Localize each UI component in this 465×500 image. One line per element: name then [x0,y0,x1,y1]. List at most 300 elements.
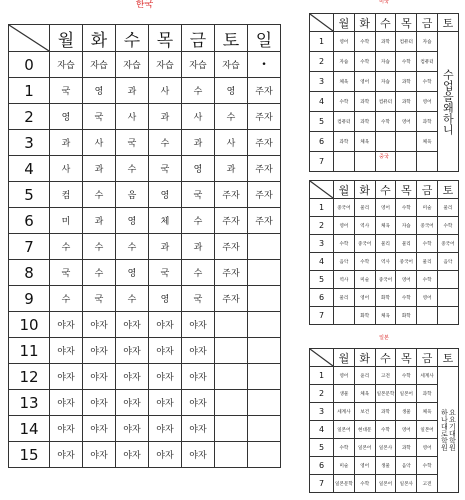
period-number: 5 [310,112,334,132]
subject-cell: 주자 [248,130,281,156]
usa-timetable [309,0,459,170]
day-header: 목 [396,14,417,32]
subject-cell: 과 [50,130,83,156]
period-number: 4 [310,253,334,271]
subject-cell: 물리 [354,199,375,217]
subject-cell: 과 [116,78,149,104]
subject-cell: 자습 [417,32,438,52]
subject-cell: 야자 [83,442,116,468]
subject-cell: 영 [116,208,149,234]
subject-cell: 물리 [396,235,417,253]
period-number: 9 [9,286,50,312]
subject-cell: 과 [182,130,215,156]
table-row [9,260,281,286]
subject-cell: 수학 [375,112,396,132]
subject-cell: 수학 [396,199,417,217]
table-row [310,112,459,132]
subject-cell: 과학 [417,385,438,403]
table-row [310,253,459,271]
subject-cell: 수학 [417,235,438,253]
subject-cell: 중국어 [396,253,417,271]
subject-cell: 과학 [375,32,396,52]
subject-cell: 일본어 [354,439,375,457]
subject-cell: 영어 [417,92,438,112]
subject-cell: 중국어 [375,271,396,289]
subject-cell: 과 [149,234,182,260]
subject-cell: 야자 [182,312,215,338]
table-row [310,271,459,289]
subject-cell: 수학 [396,52,417,72]
subject-cell [437,271,458,289]
subject-cell: 야자 [50,364,83,390]
period-number: 10 [9,312,50,338]
subject-cell: 주자 [215,260,248,286]
table-row [9,442,281,468]
table-row [9,78,281,104]
subject-cell: 수 [182,78,215,104]
subject-cell: 사 [116,104,149,130]
subject-cell: 수학 [417,271,438,289]
subject-cell: 수학 [354,32,375,52]
subject-cell: 야자 [83,338,116,364]
day-header: 토 [437,14,458,32]
subject-cell: 과학 [354,112,375,132]
subject-cell: 과학 [334,132,355,152]
table-row [310,307,459,325]
subject-cell: 영어 [375,199,396,217]
subject-cell: 컴퓨터 [334,112,355,132]
subject-cell: 야자 [182,390,215,416]
subject-cell [215,416,248,442]
subject-cell: 수 [116,156,149,182]
period-number: 3 [9,130,50,156]
subject-cell: 국 [50,78,83,104]
subject-cell: 체육 [354,132,375,152]
subject-cell: 자습 [396,217,417,235]
table-row [9,338,281,364]
day-header: 수 [116,25,149,52]
subject-cell: 수학 [334,235,355,253]
subject-cell: 영어 [354,72,375,92]
subject-cell: 체육 [354,385,375,403]
subject-cell: 일본어 [375,475,396,493]
subject-cell: 윤리 [354,367,375,385]
subject-cell: 영어 [334,217,355,235]
day-header: 월 [50,25,83,52]
subject-cell: 일본문학 [375,385,396,403]
saturday-note-text: 하나대로학원 [440,408,449,451]
subject-cell: 자습 [83,52,116,78]
korea-title: 한국 [135,0,154,10]
japan-table [309,348,459,493]
period-number: 1 [310,199,334,217]
subject-cell: 과학 [375,403,396,421]
subject-cell: 야자 [116,442,149,468]
period-number: 5 [310,439,334,457]
subject-cell: 과학 [396,439,417,457]
subject-cell: 야자 [116,312,149,338]
subject-cell: 음 [116,182,149,208]
subject-cell: 영 [149,286,182,312]
subject-cell: 야자 [50,416,83,442]
subject-cell: 중국어 [437,235,458,253]
subject-cell: 사 [182,104,215,130]
day-header: 금 [417,349,438,367]
subject-cell: 영 [215,78,248,104]
subject-cell: 수학 [354,52,375,72]
subject-cell: 야자 [116,390,149,416]
table-row [9,52,281,78]
subject-cell: 일본어 [396,385,417,403]
period-number: 6 [310,457,334,475]
table-row [310,457,459,475]
subject-cell: 수 [182,208,215,234]
subject-cell: 역사 [354,217,375,235]
subject-cell: 국 [83,104,116,130]
header-row [310,14,459,32]
table-row [310,385,459,403]
table-row [310,72,459,92]
subject-cell: 수 [215,104,248,130]
table-row [310,289,459,307]
table-row [9,130,281,156]
table-row [9,182,281,208]
period-number: 7 [310,475,334,493]
subject-cell [437,289,458,307]
subject-cell: 음악 [334,253,355,271]
table-row [310,475,459,493]
subject-cell: 사 [215,130,248,156]
subject-cell: 야자 [149,338,182,364]
period-number: 3 [310,235,334,253]
subject-cell: 일본사 [375,439,396,457]
table-row [310,367,459,385]
subject-cell: 과 [149,104,182,130]
subject-cell: 물리 [417,253,438,271]
subject-cell: 미 [50,208,83,234]
day-header: 월 [334,181,355,199]
period-number: 5 [310,271,334,289]
subject-cell: 국 [182,182,215,208]
subject-cell: 야자 [182,416,215,442]
period-number: 1 [9,78,50,104]
korea-timetable [8,0,281,500]
day-header: 토 [215,25,248,52]
subject-cell: 수 [83,182,116,208]
subject-cell: 영어 [396,112,417,132]
table-row [310,32,459,52]
subject-cell [215,390,248,416]
period-number: 2 [310,52,334,72]
table-row [9,156,281,182]
table-row [9,364,281,390]
subject-cell: 수학 [354,475,375,493]
subject-cell: 영어 [354,457,375,475]
subject-cell [248,364,281,390]
subject-cell: • [248,52,281,78]
subject-cell: 국 [83,286,116,312]
subject-cell: 야자 [149,442,182,468]
saturday-note-text: 수업을왜하니 [441,68,455,135]
corner-diagonal-cell [310,349,334,367]
subject-cell: 영 [83,78,116,104]
day-header: 일 [248,25,281,52]
subject-cell: 화학 [354,307,375,325]
subject-cell: 주자 [248,78,281,104]
subject-cell: 주자 [215,234,248,260]
subject-cell: 고전 [417,475,438,493]
subject-cell: 수 [116,234,149,260]
subject-cell: 과학 [417,112,438,132]
table-row [9,208,281,234]
period-number: 2 [310,217,334,235]
subject-cell: 주자 [248,104,281,130]
table-row [310,439,459,457]
subject-cell: 야자 [83,364,116,390]
subject-cell: 수 [182,260,215,286]
period-number: 15 [9,442,50,468]
period-number: 2 [310,385,334,403]
subject-cell: 사 [149,78,182,104]
period-number: 3 [310,403,334,421]
period-number: 6 [310,289,334,307]
day-header: 목 [149,25,182,52]
period-number: 5 [9,182,50,208]
subject-cell: 일본사 [396,475,417,493]
subject-cell: 수 [83,260,116,286]
period-number: 4 [310,92,334,112]
header-row [9,25,281,52]
subject-cell: 영 [50,104,83,130]
corner-diagonal-cell [9,25,50,52]
day-header: 수 [375,349,396,367]
subject-cell: 영 [116,260,149,286]
period-number: 14 [9,416,50,442]
day-header: 화 [354,181,375,199]
period-number: 8 [9,260,50,286]
subject-cell: 중국어 [354,235,375,253]
subject-cell: 야자 [149,312,182,338]
subject-cell: 물리 [375,235,396,253]
subject-cell: 수 [149,130,182,156]
subject-cell: 수 [83,234,116,260]
subject-cell: 수 [116,286,149,312]
subject-cell: 주자 [215,286,248,312]
subject-cell: 주자 [215,182,248,208]
day-header: 목 [396,181,417,199]
subject-cell: 컴퓨터 [375,92,396,112]
subject-cell: 과학 [354,92,375,112]
period-number: 2 [9,104,50,130]
subject-cell: 야자 [182,442,215,468]
day-header: 토 [437,181,458,199]
period-number: 11 [9,338,50,364]
subject-cell: 국 [149,156,182,182]
subject-cell: 수학 [334,92,355,112]
subject-cell: 과 [83,156,116,182]
subject-cell: 미술 [334,457,355,475]
china-table [309,180,459,325]
table-row [9,416,281,442]
subject-cell: 과 [215,156,248,182]
table-row [310,132,459,152]
period-number: 0 [9,52,50,78]
subject-cell [375,132,396,152]
subject-cell: 세계사 [334,403,355,421]
subject-cell: 수학 [354,253,375,271]
subject-cell: 음악 [437,253,458,271]
subject-cell: 과 [83,208,116,234]
day-header: 수 [375,14,396,32]
subject-cell: 국 [182,286,215,312]
subject-cell: 자습 [215,52,248,78]
subject-cell [248,390,281,416]
subject-cell: 컴퓨터 [396,32,417,52]
day-header: 금 [182,25,215,52]
subject-cell: 야자 [116,364,149,390]
korea-table [8,24,281,468]
period-number: 7 [310,152,334,172]
subject-cell: 영어 [417,439,438,457]
subject-cell: 체육 [375,307,396,325]
subject-cell: 세계사 [417,367,438,385]
subject-cell: 화학 [396,307,417,325]
subject-cell: 체육 [375,217,396,235]
subject-cell: 과학 [396,92,417,112]
header-row [310,349,459,367]
table-row [310,52,459,72]
day-header: 금 [417,14,438,32]
subject-cell: 수학 [437,217,458,235]
subject-cell: 영 [182,156,215,182]
day-header: 금 [417,181,438,199]
subject-cell: 화학 [375,289,396,307]
subject-cell [417,307,438,325]
subject-cell [215,338,248,364]
subject-cell [437,307,458,325]
subject-cell: 야자 [50,338,83,364]
header-row [310,181,459,199]
subject-cell: 주자 [248,182,281,208]
table-row [310,403,459,421]
saturday-note [437,367,458,493]
subject-cell: 미술 [417,199,438,217]
subject-cell: 야자 [50,442,83,468]
subject-cell: 생물 [396,403,417,421]
subject-cell [215,312,248,338]
day-header: 토 [437,349,458,367]
subject-cell: 수학 [417,72,438,92]
corner-diagonal-cell [310,14,334,32]
table-row [9,234,281,260]
subject-cell: 체 [149,208,182,234]
subject-cell: 주자 [248,208,281,234]
subject-cell: 사 [83,130,116,156]
subject-cell: 국 [50,260,83,286]
subject-cell: 야자 [182,364,215,390]
subject-cell: 음악 [396,457,417,475]
period-number: 6 [9,208,50,234]
subject-cell: 일본어 [334,421,355,439]
day-header: 화 [354,14,375,32]
subject-cell [248,338,281,364]
subject-cell: 수학 [334,439,355,457]
subject-cell: 자습 [375,52,396,72]
subject-cell: 역사 [334,271,355,289]
subject-cell: 중국어 [334,199,355,217]
subject-cell: 생물 [334,385,355,403]
subject-cell: 생물 [375,457,396,475]
usa-table [309,13,459,172]
subject-cell: 과학 [396,72,417,92]
subject-cell: 체육 [417,132,438,152]
subject-cell: 수학 [396,367,417,385]
subject-cell: 자습 [50,52,83,78]
subject-cell: 국 [149,260,182,286]
subject-cell: 야자 [149,364,182,390]
subject-cell: 수학 [417,457,438,475]
subject-cell [334,307,355,325]
period-number: 3 [310,72,334,92]
subject-cell [215,364,248,390]
period-number: 4 [310,421,334,439]
subject-cell: 주자 [215,208,248,234]
subject-cell: 역사 [375,253,396,271]
subject-cell: 영어 [396,271,417,289]
subject-cell [248,416,281,442]
subject-cell: 자습 [149,52,182,78]
period-number: 13 [9,390,50,416]
period-number: 1 [310,367,334,385]
corner-diagonal-cell [310,181,334,199]
subject-cell: 물리 [334,289,355,307]
subject-cell: 영어 [334,32,355,52]
subject-cell: 자습 [375,72,396,92]
table-row [310,235,459,253]
subject-cell: 과 [182,234,215,260]
subject-cell: 야자 [50,312,83,338]
subject-cell [248,286,281,312]
subject-cell: 영어 [417,289,438,307]
subject-cell: 야자 [149,416,182,442]
subject-cell: 야자 [83,416,116,442]
subject-cell [396,132,417,152]
table-row [310,92,459,112]
subject-cell: 국 [116,130,149,156]
table-row [310,421,459,439]
day-header: 수 [375,181,396,199]
period-number: 7 [310,307,334,325]
subject-cell: 고전 [375,367,396,385]
subject-cell: 자습 [182,52,215,78]
period-number: 7 [9,234,50,260]
subject-cell [215,442,248,468]
subject-cell: 체육 [417,403,438,421]
subject-cell: 일본어 [417,421,438,439]
subject-cell: 컴 [50,182,83,208]
subject-cell: 주자 [248,156,281,182]
table-row [9,286,281,312]
subject-cell: 체육 [334,72,355,92]
subject-cell: 야자 [83,390,116,416]
subject-cell: 영어 [396,421,417,439]
period-number: 6 [310,132,334,152]
day-header: 화 [83,25,116,52]
subject-cell: 자습 [334,52,355,72]
subject-cell: 수학 [396,289,417,307]
day-header: 목 [396,349,417,367]
period-number: 4 [9,156,50,182]
